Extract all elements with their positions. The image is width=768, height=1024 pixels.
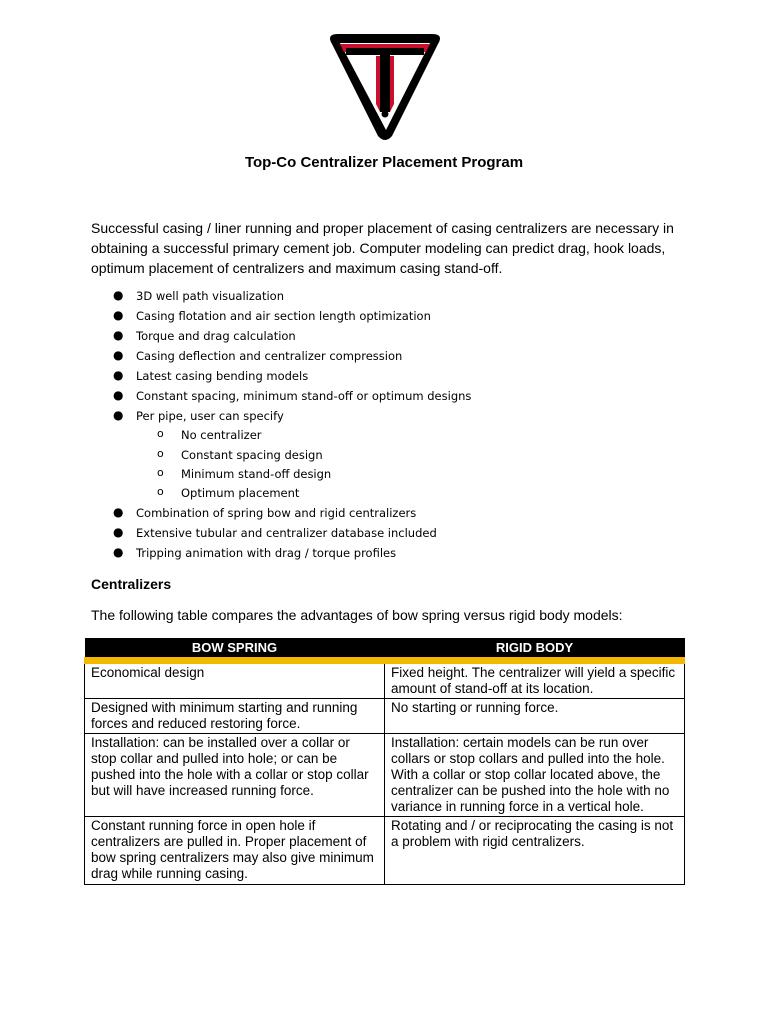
header-rigid-body: RIGID BODY [385, 638, 685, 661]
list-item: ● 3D well path visualization [113, 288, 284, 303]
bullet-icon: ● [113, 545, 124, 559]
intro-paragraph: Successful casing / liner running and proper placement of casing centralizers are necessary in obtaining a successful primary cement job. Computer modeling can predict drag, hook loads, optimum placement of centralizers and maximum casing stand-off. [91, 220, 674, 276]
bullet-icon: ● [113, 388, 124, 402]
circle-bullet-icon: o [157, 447, 164, 460]
page-title: Top-Co Centralizer Placement Program [244, 154, 524, 171]
table-cell: Installation: certain models can be run over collars or stop collars and pulled into the hole. With a collar or stop collar located above, the centralizer can be pushed into the hole with no variance in running force in a vertical hole. [385, 734, 685, 817]
bullet-icon: ● [113, 348, 124, 362]
table-intro: The following table compares the advantages of bow spring versus rigid body models: [91, 607, 623, 623]
circle-bullet-icon: o [157, 427, 164, 440]
bullet-icon: ● [113, 408, 124, 422]
sub-list-item: o Constant spacing design [157, 447, 323, 462]
sub-list-item: o No centralizer [157, 427, 262, 442]
table-row [85, 661, 685, 699]
top-co-logo [326, 32, 444, 144]
list-item: ● Extensive tubular and centralizer database included [113, 525, 437, 540]
table-row [85, 817, 685, 885]
table-cell: Designed with minimum starting and running forces and reduced restoring force. [85, 699, 385, 734]
list-item: ● Casing flotation and air section length optimization [113, 308, 431, 323]
sub-list-item: o Minimum stand-off design [157, 466, 332, 481]
bullet-icon: ● [113, 308, 124, 322]
table-cell: Installation: can be installed over a collar or stop collar and pulled into hole; or can be pushed into the hole with a collar or stop collar but will have increased running force. [85, 734, 385, 817]
table-cell: Fixed height. The centralizer will yield a specific amount of stand-off at its location. [385, 661, 685, 699]
bullet-icon: ● [113, 288, 124, 302]
bullet-icon: ● [113, 525, 124, 539]
comparison-table [84, 638, 685, 885]
table-row [85, 734, 685, 817]
table-cell: Constant running force in open hole if centralizers are pulled in. Proper placement of bow spring centralizers may also give minimum drag while running casing. [85, 817, 385, 885]
bullet-icon: ● [113, 368, 124, 382]
section-heading: Centralizers [91, 576, 172, 592]
table-row [85, 699, 685, 734]
table-cell: Rotating and / or reciprocating the casing is not a problem with rigid centralizers. [385, 817, 685, 885]
table-header-row [85, 638, 685, 661]
bullet-icon: ● [113, 328, 124, 342]
list-item: ● Per pipe, user can specify [113, 408, 284, 423]
list-item: ● Latest casing bending models [113, 368, 309, 383]
bullet-icon: ● [113, 505, 124, 519]
list-item: ● Combination of spring bow and rigid centralizers [113, 505, 417, 520]
list-item: ● Constant spacing, minimum stand-off or optimum designs [113, 388, 472, 403]
list-item: ● Casing deflection and centralizer compression [113, 348, 403, 363]
table-cell: No starting or running force. [385, 699, 685, 734]
circle-bullet-icon: o [157, 485, 164, 498]
circle-bullet-icon: o [157, 466, 164, 479]
list-item: ● Tripping animation with drag / torque profiles [113, 545, 397, 560]
list-item: ● Torque and drag calculation [113, 328, 296, 343]
sub-list-item: o Optimum placement [157, 485, 300, 500]
table-cell: Economical design [85, 661, 385, 699]
header-bow-spring: BOW SPRING [85, 638, 385, 661]
